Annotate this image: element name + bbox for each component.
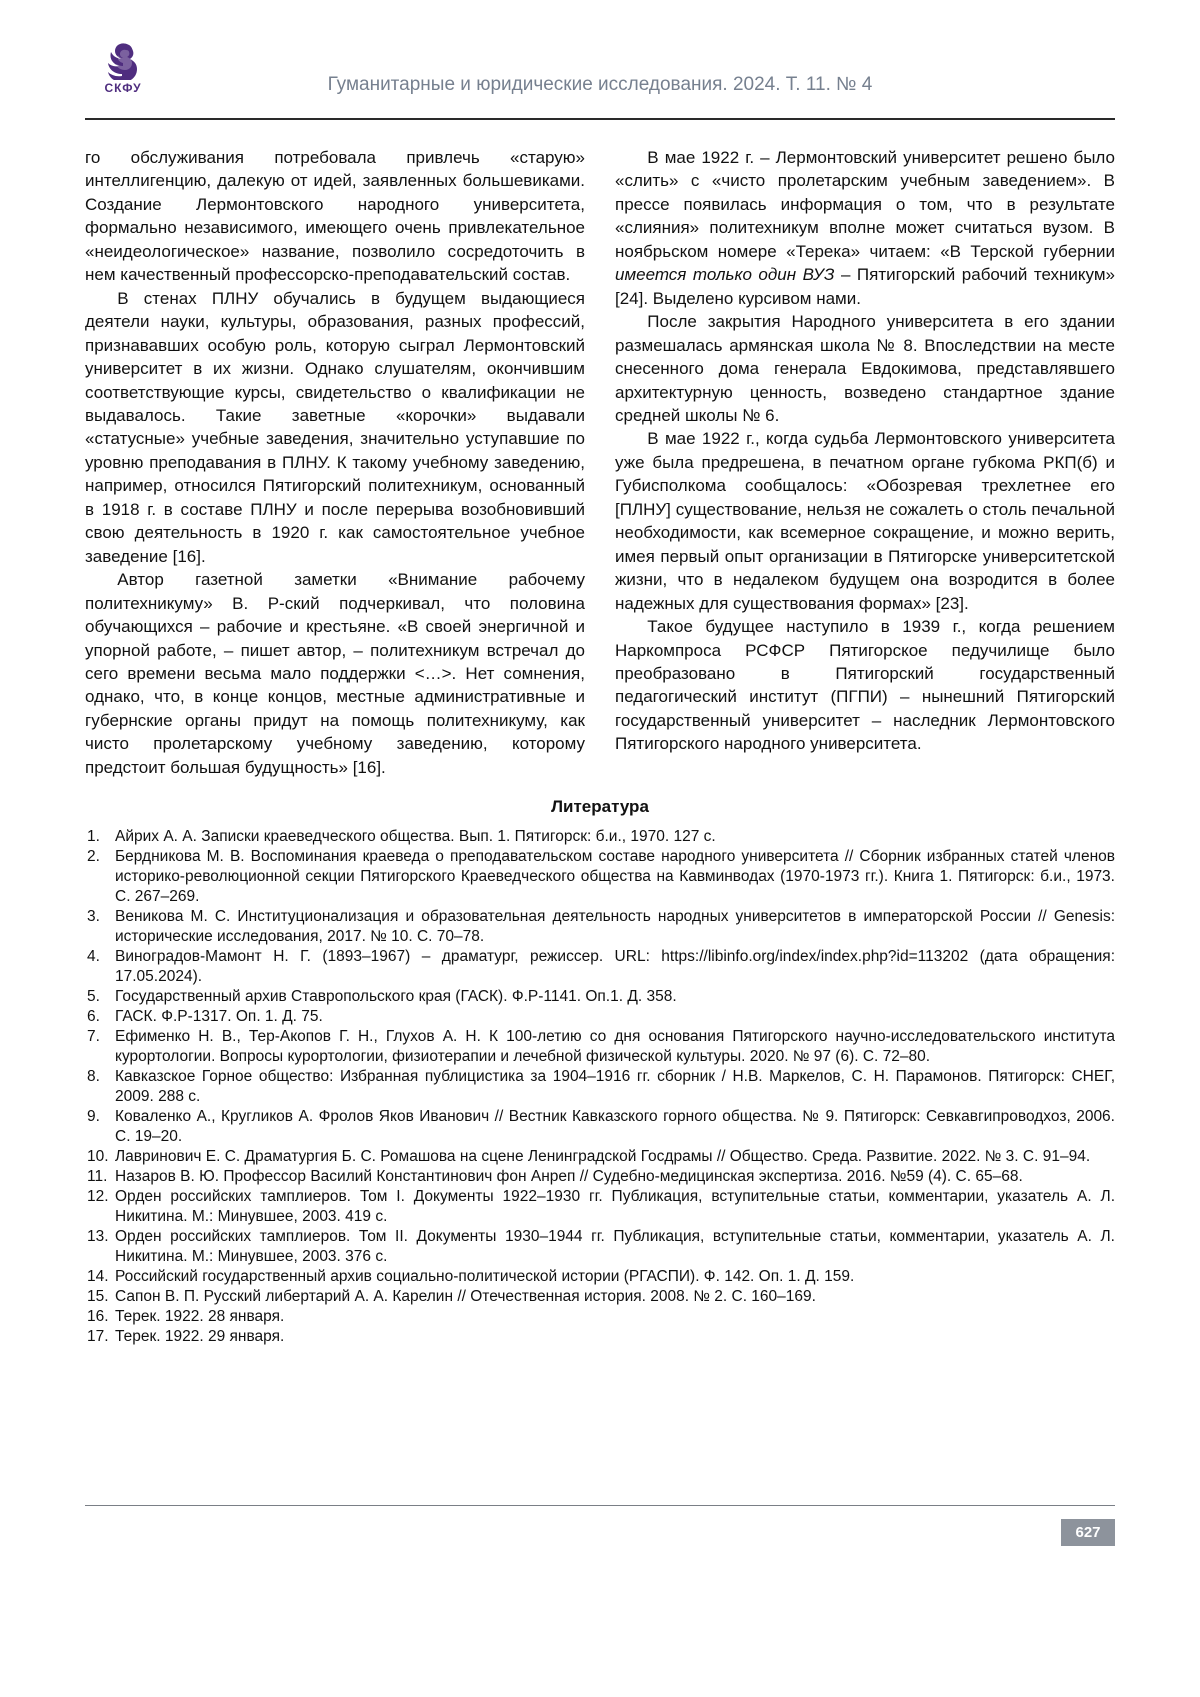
reference-item xyxy=(85,1227,1115,1267)
reference-text: Кавказское Горное общество: Избранная публицистика за 1904–1916 гг. сборник / Н.В. Маркелов, С. Н. Парамонов. Пятигорск: СНЕГ, 2009. 288 с. xyxy=(115,1068,1115,1106)
reference-number: 4. xyxy=(87,948,100,966)
reference-number: 1. xyxy=(87,828,100,846)
left-column xyxy=(85,146,585,779)
reference-item xyxy=(85,1007,1115,1027)
reference-number: 2. xyxy=(87,848,100,866)
reference-number: 9. xyxy=(87,1108,100,1126)
reference-number: 8. xyxy=(87,1068,100,1086)
reference-item xyxy=(85,1267,1115,1287)
reference-text: Бердникова М. В. Воспоминания краеведа о преподавательском составе народного университета // Сборник избранных статей членов историко-революционной секции Пятигорского Краеведческого общества на Кавминводах (1970-1973 гг.). Книга 1. Пятигорск: б.и., 1973. С. 267–269. xyxy=(115,848,1115,906)
reference-text: Назаров В. Ю. Профессор Василий Константинович фон Анреп // Судебно-медицинская экспертиза. 2016. №59 (4). С. 65–68. xyxy=(115,1167,1023,1185)
reference-text: Лавринович Е. С. Драматургия Б. С. Ромашова на сцене Ленинградской Госдрамы // Общество. Среда. Развитие. 2022. № 3. С. 91–94. xyxy=(115,1147,1091,1165)
reference-text: Терек. 1922. 29 января. xyxy=(115,1327,285,1345)
reference-text: ГАСК. Ф.Р-1317. Оп. 1. Д. 75. xyxy=(115,1008,323,1026)
reference-item xyxy=(85,1287,1115,1307)
references-heading: Литература xyxy=(551,797,649,817)
references-list xyxy=(85,827,1115,1347)
reference-text: Ефименко Н. В., Тер-Акопов Г. Н., Глухов А. Н. К 100-летию со дня основания Пятигорского научно-исследовательского института курортологии. Вопросы курортологии, физиотерапии и лечебной физической культуры. 2020. № 97 (6). С. 72–80. xyxy=(115,1028,1115,1066)
header-rule xyxy=(85,118,1115,120)
reference-number: 5. xyxy=(87,988,100,1006)
reference-text: Айрих А. А. Записки краеведческого общества. Вып. 1. Пятигорск: б.и., 1970. 127 с. xyxy=(115,828,716,846)
reference-text: Виноградов-Мамонт Н. Г. (1893–1967) – драматург, режиссер. URL: https://libinfo.org/index/index.php?id=113202 (дата обращения: 17.05.2024). xyxy=(115,948,1115,986)
page-number-badge: 627 xyxy=(1061,1519,1115,1546)
reference-item xyxy=(85,827,1115,847)
reference-text: Орден российских тамплиеров. Том II. Документы 1930–1944 гг. Публикация, вступительные статьи, комментарии, указатель А. Л. Никитина. М.: Минувшее, 2003. 376 с. xyxy=(115,1227,1115,1265)
reference-text: Веникова М. С. Институционализация и образовательная деятельность народных университетов в императорской России // Genesis: исторические исследования, 2017. № 10. С. 70–78. xyxy=(115,908,1115,946)
reference-number: 14. xyxy=(87,1267,109,1285)
page-footer xyxy=(85,1505,1115,1546)
reference-item xyxy=(85,1067,1115,1107)
reference-text: Государственный архив Ставропольского края (ГАСК). Ф.Р-1141. Оп.1. Д. 358. xyxy=(115,988,677,1006)
reference-number: 16. xyxy=(87,1307,109,1325)
footer-rule xyxy=(85,1505,1115,1506)
reference-item xyxy=(85,1147,1115,1167)
paragraph: После закрытия Народного университета в его здании размешалась армянская школа № 8. Впоследствии на месте снесенного дома генерала Евдокимова, представлявшего архитектурную ценность, возведено стандартное здание средней школы № 6. xyxy=(615,312,1115,425)
reference-item xyxy=(85,1167,1115,1187)
reference-item xyxy=(85,907,1115,947)
reference-text: Сапон В. П. Русский либертарий А. А. Карелин // Отечественная история. 2008. № 2. С. 160–169. xyxy=(115,1287,816,1305)
reference-number: 17. xyxy=(87,1327,109,1345)
paragraph: В мае 1922 г. – Лермонтовский университет решено было «слить» с «чисто пролетарским учебным заведением». В прессе появилась информация о том, что в результате «слияния» политехникум вполне может считаться вузом. В ноябрьском номере «Терека» читаем: «В Терской губернии имеется только один ВУЗ – Пятигорский рабочий техникум» [24]. Выделено курсивом нами. xyxy=(615,148,1115,308)
right-column xyxy=(615,146,1115,779)
reference-item xyxy=(85,947,1115,987)
reference-number: 11. xyxy=(87,1167,108,1185)
paragraph: го обслуживания потребовала привлечь «старую» интеллигенцию, далекую от идей, заявленных большевиками. Создание Лермонтовского народного университета, формально независимого, имеющего очень привлекательное «неидеологическое» название, позволило сосредоточить в нем качественный профессорско-преподавательский состав. xyxy=(85,148,585,285)
reference-number: 6. xyxy=(87,1008,100,1026)
reference-number: 7. xyxy=(87,1028,100,1046)
reference-number: 3. xyxy=(87,908,100,926)
reference-item xyxy=(85,1187,1115,1227)
paragraph: Такое будущее наступило в 1939 г., когда решением Наркомпроса РСФСР Пятигорское педучилище было преобразовано в Пятигорский государственный педагогический институт (ПГПИ) – нынешний Пятигорский государственный университет – наследник Лермонтовского Пятигорского народного университета. xyxy=(615,617,1115,754)
paragraph: В стенах ПЛНУ обучались в будущем выдающиеся деятели науки, культуры, образования, разных профессий, признававших особую роль, которую сыграл Лермонтовский университет в их жизни. Однако слушателям, окончившим соответствующие курсы, свидетельство о квалификации не выдавалось. Такие заветные «корочки» выдавали «статусные» учебные заведения, значительно уступавшие по уровню преподавания в ПЛНУ. К такому учебному заведению, например, относился Пятигорский политехникум, основанный в 1918 г. в составе ПЛНУ и после перерыва возобновивший свою деятельность в 1920 г. как самостоятельное учебное заведение [16]. xyxy=(85,288,585,566)
reference-item xyxy=(85,1107,1115,1147)
reference-number: 12. xyxy=(87,1187,109,1205)
reference-item xyxy=(85,847,1115,907)
page-header xyxy=(85,48,1115,112)
reference-item xyxy=(85,1307,1115,1327)
reference-number: 13. xyxy=(87,1227,109,1245)
reference-item xyxy=(85,987,1115,1007)
paragraph: Автор газетной заметки «Внимание рабочему политехникуму» В. Р-ский подчеркивал, что половина обучающихся – рабочие и крестьяне. «В своей энергичной и упорной работе, – пишет автор, – политехникум встречал до сего времени весьма мало поддержки <…>. Нет сомнения, однако, что, в конце концов, местные административные и губернские органы придут на помощь политехникуму, как чисто пролетарскому учебному заведению, которому предстоит большая будущность» [16]. xyxy=(85,570,585,777)
skfu-logo-text: СКФУ xyxy=(104,81,142,95)
paragraph: В мае 1922 г., когда судьба Лермонтовского университета уже была предрешена, в печатном органе губкома РКП(б) и Губисполкома сообщалось: «Обозревая трехлетнее его [ПЛНУ] существование, нельзя не сожалеть о столь печальной необходимости, как всемерное сокращение, и можно верить, имея первый опыт организации в Пятигорске университетской жизни, что в недалеком будущем она возродится в более надежных для существования формах» [23]. xyxy=(615,429,1115,613)
reference-item xyxy=(85,1327,1115,1347)
reference-text: Терек. 1922. 28 января. xyxy=(115,1307,285,1325)
reference-text: Орден российских тамплиеров. Том I. Документы 1922–1930 гг. Публикация, вступительные статьи, комментарии, указатель А. Л. Никитина. М.: Минувшее, 2003. 419 с. xyxy=(115,1187,1115,1225)
article-body xyxy=(85,146,1115,779)
reference-number: 15. xyxy=(87,1287,109,1305)
reference-text: Российский государственный архив социально-политической истории (РГАСПИ). Ф. 142. Оп. 1. Д. 159. xyxy=(115,1267,855,1285)
reference-item xyxy=(85,1027,1115,1067)
journal-title: Гуманитарные и юридические исследования. 2024. Т. 11. № 4 xyxy=(327,74,873,95)
reference-text: Коваленко А., Кругликов А. Фролов Яков Иванович // Вестник Кавказского горного общества. № 9. Пятигорск: Севкавгипроводхоз, 2006. С. 19–20. xyxy=(115,1108,1115,1145)
reference-number: 10. xyxy=(87,1147,109,1165)
